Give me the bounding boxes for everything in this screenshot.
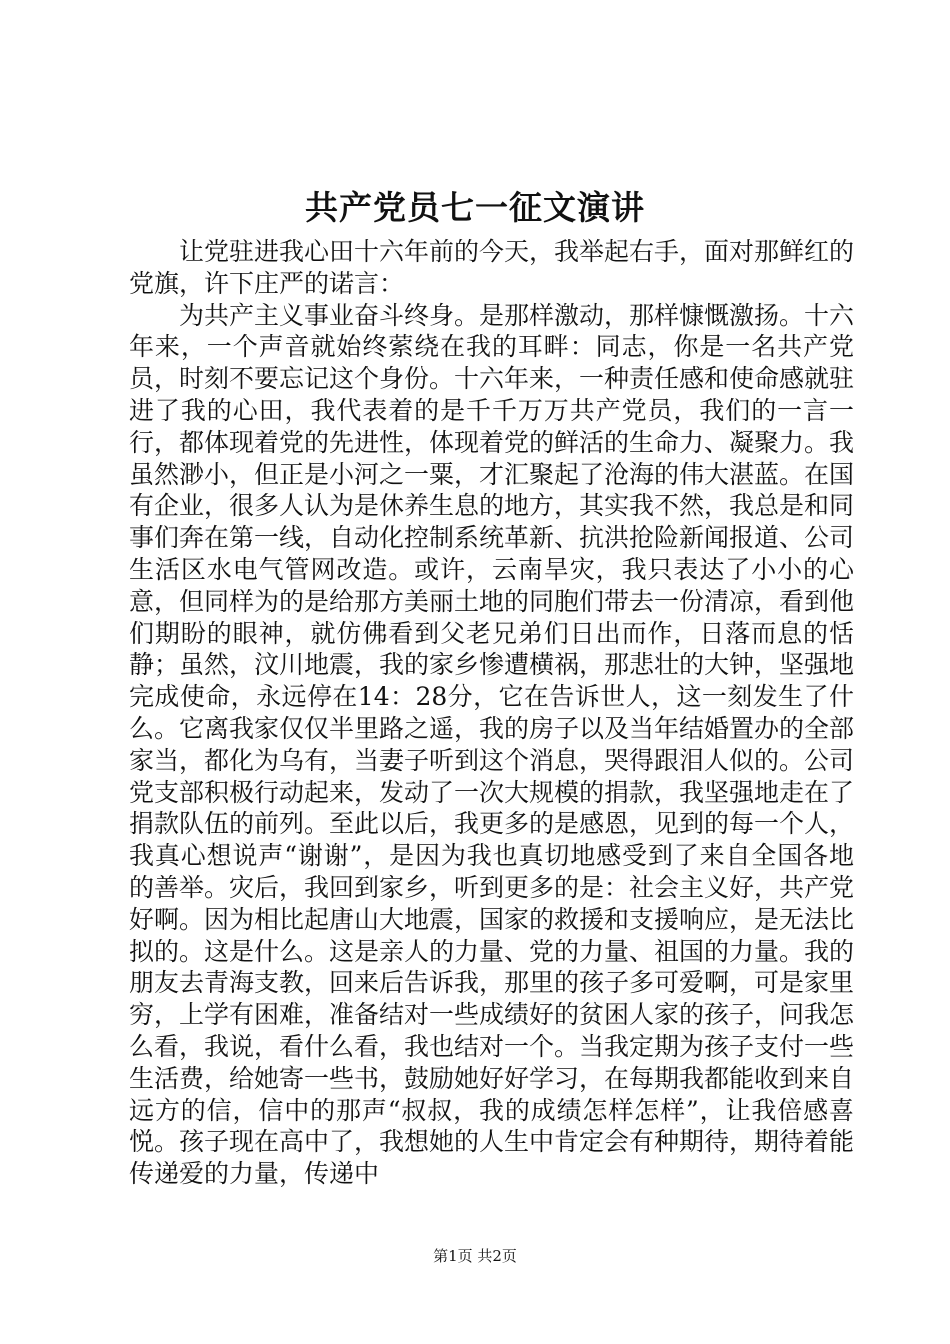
page-footer: 第1页 共2页 bbox=[433, 1247, 517, 1265]
paragraph: 为共产主义事业奋斗终身。是那样激动，那样慷慨激扬。十六年来，一个声音就始终萦绕在我的耳畔：同志，你是一名共产党员，时刻不要忘记这个身份。十六年来，一种责任感和使命感就驻进了我的心田，我代表着的是千千万万共产党员，我们的一言一行，都体现着党的先进性，体现着党的鲜活的生命力、凝聚力。我虽然渺小，但正是小河之一粟，才汇聚起了沧海的伟大湛蓝。在国有企业，很多人认为是休养生息的地方，其实我不然，我总是和同事们奔在第一线，自动化控制系统革新、抗洪抢险新闻报道、公司生活区水电气管网改造。或许，云南旱灾，我只表达了小小的心意，但同样为的是给那方美丽土地的同胞们带去一份清凉，看到他们期盼的眼神，就仿佛看到父老兄弟们日出而作，日落而息的恬静；虽然，汶川地震，我的家乡惨遭横祸，那悲壮的大钟，坚强地完成使命，永远停在14：28分，它在告诉世人，这一刻发生了什么。它离我家仅仅半里路之遥，我的房子以及当年结婚置办的全部家当，都化为乌有，当妻子听到这个消息，哭得跟泪人似的。公司党支部积极行动起来，发动了一次大规模的捐款，我坚强地走在了捐款队伍的前列。至此以后，我更多的是感恩，见到的每一个人，我真心想说声“谢谢”，是因为我也真切地感受到了来自全国各地的善举。灾后，我回到家乡，听到更多的是：社会主义好，共产党好啊。因为相比起唐山大地震，国家的救援和支援响应，是无法比拟的。这是什么。这是亲人的力量、党的力量、祖国的力量。我的朋友去青海支教，回来后告诉我，那里的孩子多可爱啊，可是家里穷，上学有困难，准备结对一些成绩好的贫困人家的孩子，问我怎么看，我说，看什么看，我也结对一个。当我定期为孩子支付一些生活费，给她寄一些书，鼓励她好好学习，在每期我都能收到来自远方的信，信中的那声“叔叔，我的成绩怎样怎样”，让我倍感喜悦。孩子现在高中了，我想她的人生中肯定会有种期待，期待着能传递爱的力量，传递中 bbox=[129, 300, 855, 1189]
paragraph: 让党驻进我心田十六年前的今天，我举起右手，面对那鲜红的党旗，许下庄严的诺言： bbox=[129, 237, 855, 298]
document-body bbox=[129, 236, 854, 1190]
document-title: 共产党员七一征文演讲 bbox=[305, 188, 645, 227]
